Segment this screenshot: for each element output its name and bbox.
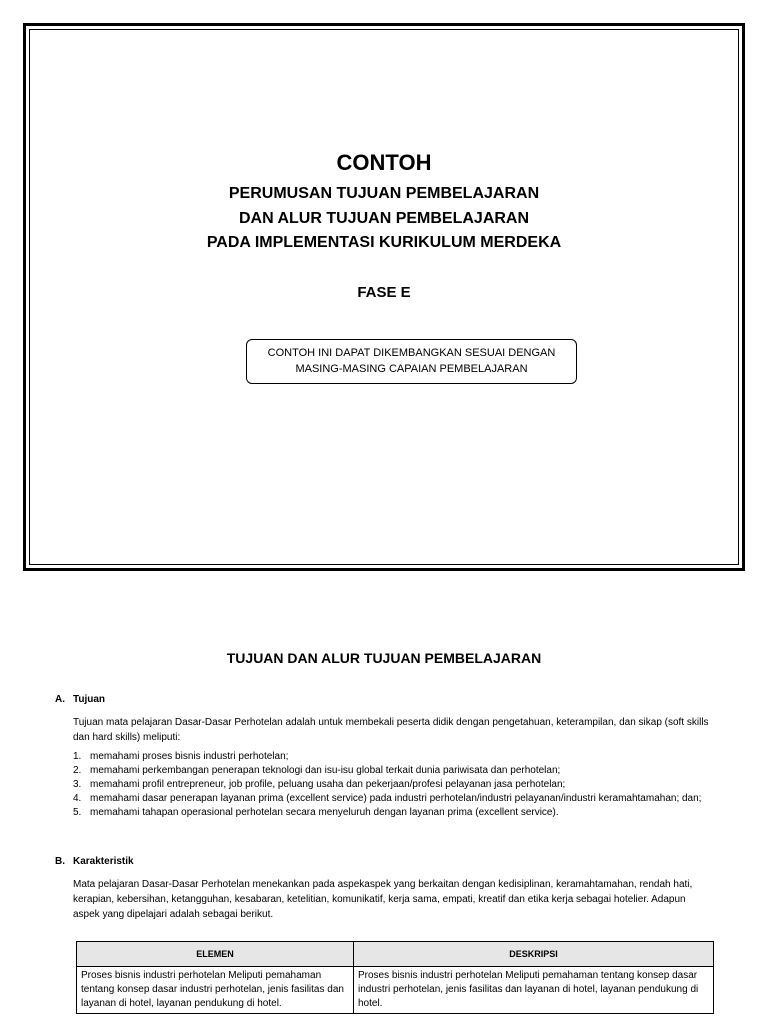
cover-heading: CONTOH — [336, 150, 432, 175]
list-item-number: 2. — [73, 765, 82, 776]
list-item — [73, 806, 713, 820]
section-a-list — [73, 750, 713, 820]
list-item-text: memahami profil entrepreneur, job profile, peluang usaha dan pekerjaan/profesi pelayanan jasa perhotelan; — [90, 779, 566, 790]
section-a-heading — [55, 694, 105, 705]
list-item — [73, 792, 713, 806]
table-cell-elemen: Proses bisnis industri perhotelan Meliputi pemahaman tentang konsep dasar industri perhotelan, jenis fasilitas dan layanan di hotel, layanan pendukung di hotel. — [77, 967, 354, 1014]
list-item-text: memahami proses bisnis industri perhotelan; — [90, 751, 289, 762]
cover-phase: FASE E — [357, 284, 411, 301]
list-item — [73, 778, 713, 792]
list-item-text: memahami perkembangan penerapan teknologi dan isu-isu global terkait dunia pariwisata dan perhotelan; — [90, 765, 561, 776]
section-b-intro: Mata pelajaran Dasar-Dasar Perhotelan menekankan pada aspekaspek yang berkaitan dengan kedisiplinan, keramahtamahan, rendah hati, kerapian, kebersihan, ketangguhan, kesabaran, ketelitian, komunikatif, kerja sama, empati, kreatif dan etika kerja sebagai hotelier. Adapun aspek yang dipelajari adalah sebagai berikut. — [73, 879, 693, 920]
cover-note-line: MASING-MASING CAPAIAN PEMBELAJARAN — [295, 363, 528, 375]
list-item-number: 3. — [73, 779, 82, 790]
table-header-row — [77, 942, 714, 967]
cover-subtitle-line: PERUMUSAN TUJUAN PEMBELAJARAN — [228, 185, 540, 202]
list-item — [73, 750, 713, 764]
list-item-text: memahami tahapan operasional perhotelan secara menyeluruh dengan layanan prima (excellent service). — [90, 807, 559, 818]
section-b-letter: B. — [55, 856, 65, 867]
table-header-elemen: ELEMEN — [77, 942, 354, 967]
cover-note-box — [246, 339, 577, 384]
list-item — [73, 764, 713, 778]
section-b-heading-text: Karakteristik — [73, 856, 134, 867]
section-a-heading-text: Tujuan — [73, 694, 106, 705]
cover-subtitle-line: PADA IMPLEMENTASI KURIKULUM MERDEKA — [206, 234, 562, 251]
cover-note-line: CONTOH INI DAPAT DIKEMBANGKAN SESUAI DENGAN — [267, 347, 556, 359]
list-item-number: 1. — [73, 751, 82, 762]
table-cell-deskripsi: Proses bisnis industri perhotelan Meliputi pemahaman tentang konsep dasar industri perhotelan, jenis fasilitas dan layanan di hotel, layanan pendukung di hotel. — [354, 967, 714, 1014]
cover-subtitle — [0, 182, 768, 256]
table-header-deskripsi: DESKRIPSI — [354, 942, 714, 967]
table-row — [77, 967, 714, 1014]
cover-subtitle-line: DAN ALUR TUJUAN PEMBELAJARAN — [238, 209, 530, 227]
section-a-intro: Tujuan mata pelajaran Dasar-Dasar Perhotelan adalah untuk membekali peserta didik dengan pengetahuan, keterampilan, dan sikap (soft skills dan hard skills) meliputi: — [73, 717, 709, 743]
section-b-heading — [55, 856, 134, 867]
list-item-text: memahami dasar penerapan layanan prima (excellent service) pada industri perhotelan/industri pelayanan/industri keramahtamahan; dan; — [90, 793, 702, 804]
list-item-number: 5. — [73, 807, 82, 818]
section-title: TUJUAN DAN ALUR TUJUAN PEMBELAJARAN — [226, 650, 542, 666]
section-a-letter: A. — [55, 694, 65, 705]
elements-table — [76, 941, 714, 1014]
list-item-number: 4. — [73, 793, 82, 804]
